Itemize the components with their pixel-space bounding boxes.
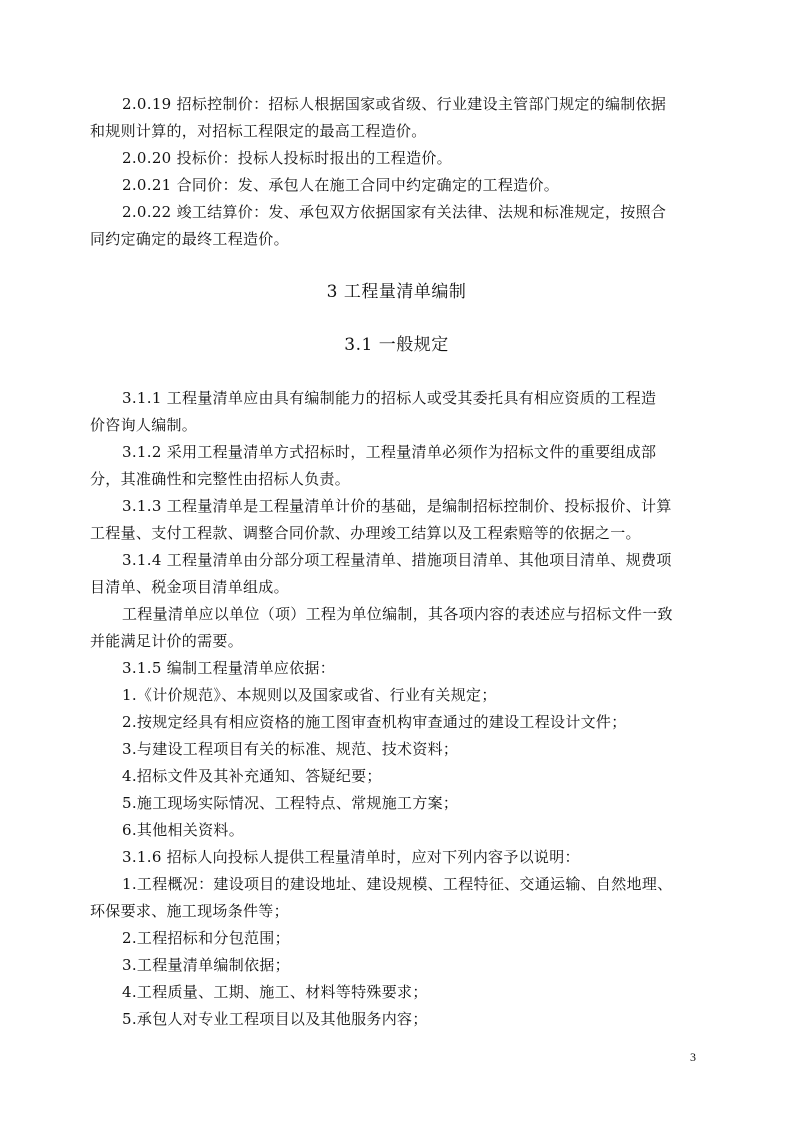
clause-3-1-1-line-2: 价咨询人编制。	[90, 416, 198, 434]
clause-3-1-1-line-1: 3.1.1 工程量清单应由具有编制能力的招标人或受其委托具有相应资质的工程造	[122, 389, 657, 407]
section-heading: 3.1 一般规定	[344, 335, 449, 355]
clause-3-1-5-item-2: 2.按规定经具有相应资格的施工图审查机构审查通过的建设工程设计文件；	[122, 713, 627, 731]
clause-3-1-6-item-1-line-1: 1.工程概况：建设项目的建设地址、建设规模、工程特征、交通运输、自然地理、	[122, 875, 673, 893]
clause-3-1-3-line-2: 工程量、支付工程款、调整合同价款、办理竣工结算以及工程索赔等的依据之一。	[90, 524, 641, 542]
clause-2-0-20: 2.0.20 投标价：投标人投标时报出的工程造价。	[122, 149, 452, 167]
chapter-heading: 3 工程量清单编制	[326, 282, 467, 302]
clause-2-0-21: 2.0.21 合同价：发、承包人在施工合同中约定确定的工程造价。	[122, 176, 560, 194]
clause-3-1-3-line-1: 3.1.3 工程量清单是工程量清单计价的基础，是编制招标控制价、投标报价、计算	[122, 497, 672, 515]
clause-3-1-6-item-3: 3.工程量清单编制依据；	[122, 956, 290, 974]
clause-2-0-22-line-2: 同约定确定的最终工程造价。	[90, 230, 289, 248]
clause-3-1-6: 3.1.6 招标人向投标人提供工程量清单时，应对下列内容予以说明：	[122, 848, 580, 866]
clause-3-1-5-item-6: 6.其他相关资料。	[122, 821, 245, 839]
clause-3-1-4-para-2-line-1: 工程量清单应以单位（项）工程为单位编制，其各项内容的表述应与招标文件一致	[122, 605, 673, 623]
clause-3-1-5-item-3: 3.与建设工程项目有关的标准、规范、技术资料；	[122, 740, 459, 758]
clause-3-1-5: 3.1.5 编制工程量清单应依据：	[122, 659, 336, 677]
clause-3-1-4-line-2: 目清单、税金项目清单组成。	[90, 578, 289, 596]
clause-3-1-6-item-5: 5.承包人对专业工程项目以及其他服务内容；	[122, 1010, 428, 1028]
clause-2-0-19-line-2: 和规则计算的，对招标工程限定的最高工程造价。	[90, 122, 427, 140]
clause-3-1-6-item-1-line-2: 环保要求、施工现场条件等；	[90, 902, 289, 920]
page-number: 3	[690, 1050, 696, 1064]
clause-3-1-2-line-1: 3.1.2 采用工程量清单方式招标时，工程量清单必须作为招标文件的重要组成部	[122, 443, 657, 461]
clause-3-1-4-line-1: 3.1.4 工程量清单由分部分项工程量清单、措施项目清单、其他项目清单、规费项	[122, 551, 672, 569]
clause-3-1-5-item-4: 4.招标文件及其补充通知、答疑纪要；	[122, 767, 382, 785]
clause-3-1-2-line-2: 分，其准确性和完整性由招标人负责。	[90, 470, 351, 488]
clause-3-1-6-item-2: 2.工程招标和分包范围；	[122, 929, 290, 947]
clause-2-0-19-line-1: 2.0.19 招标控制价：招标人根据国家或省级、行业建设主管部门规定的编制依据	[122, 95, 667, 113]
clause-3-1-4-para-2-line-2: 并能满足计价的需要。	[90, 632, 244, 650]
clause-3-1-6-item-4: 4.工程质量、工期、施工、材料等特殊要求；	[122, 983, 428, 1001]
clause-3-1-5-item-1: 1.《计价规范》、本规则以及国家或省、行业有关规定；	[122, 686, 497, 704]
clause-3-1-5-item-5: 5.施工现场实际情况、工程特点、常规施工方案；	[122, 794, 459, 812]
clause-2-0-22-line-1: 2.0.22 竣工结算价：发、承包双方依据国家有关法律、法规和标准规定，按照合	[122, 203, 667, 221]
